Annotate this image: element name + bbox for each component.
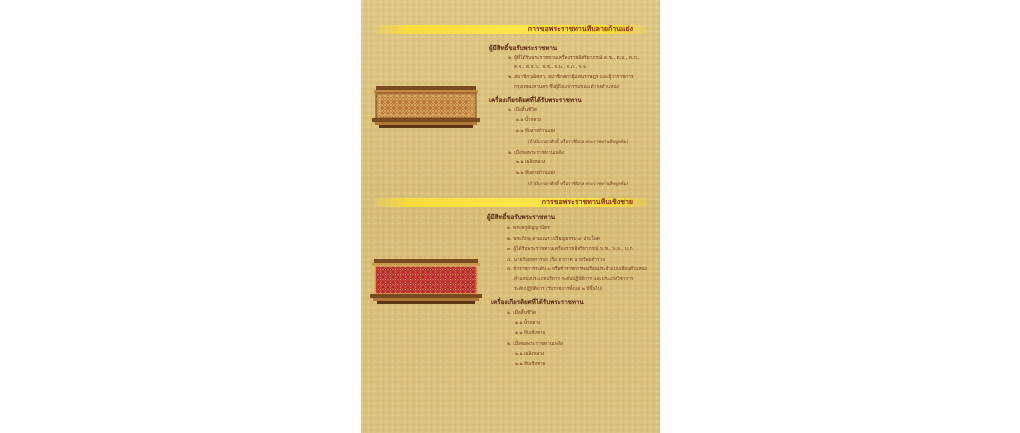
list-item: ๑. เมื่อสิ้นชีวิต [508, 108, 538, 113]
items-heading: เครื่องเกียรติยศที่ได้รับพระราชทาน [489, 97, 582, 104]
list-item: ๑. พระครูสัญญาบัตร [507, 226, 550, 231]
document-page [361, 0, 660, 433]
text-content [361, 0, 660, 433]
list-item: ระดับปฏิบัติการ (รับราชการตั้งแต่ ๒ ปีขึ้นไป) [514, 287, 603, 292]
list-item: ๑.๑ น้ำหลวง [515, 321, 541, 326]
list-item: ๒.๑ เพลิงหลวง [516, 160, 546, 165]
list-item: ๒. สมาชิกวุฒิสภา, สมาชิกสภาผู้แทนราษฎร และผู้ว่าราชการ [508, 75, 634, 80]
eligible-heading: ผู้มีสิทธิ์ขอรับพระราชทาน [487, 214, 556, 221]
eligible-heading: ผู้มีสิทธิ์ขอรับพระราชทาน [489, 45, 558, 52]
list-item: ๑. เมื่อสิ้นชีวิต [507, 311, 537, 316]
list-item: ๑. ผู้ที่ได้รับพระราชทานเครื่องราชอิสริยาภรณ์ ต.ช., ต.ม., ต.ภ., [508, 56, 640, 61]
list-item: ๑.๑ น้ำหลวง [516, 118, 542, 123]
list-item: ๒. เมื่อขอพระราชทานเพลิง [508, 151, 565, 156]
list-item: ๒. เมื่อขอพระราชทานเพลิง [507, 342, 564, 347]
section-title: การขอพระราชทานหีบเชิงชาย [541, 198, 633, 206]
items-heading: เครื่องเกียรติยศที่ได้รับพระราชทาน [491, 299, 584, 306]
list-item: ๕. ข้าราชการระดับ ๓ หรือข้าราชการพลเรือนประจำแบบเทียบตำแหน่ง [507, 267, 647, 272]
section-title: การขอพระราชทานหีบลายก้านแย่ง [527, 25, 633, 33]
list-item: ๒.๒ หีบเชิงชาย [515, 362, 546, 367]
list-item: ๒. พระภิกษุ สามเณร เปรียญธรรม ๙ ประโยค [507, 237, 601, 242]
list-item: ๓. ผู้ได้รับพระราชทานเครื่องราชอิสริยาภรณ์ บ.ช., บ.ม., บ.ภ. [507, 247, 635, 252]
list-item: ๑.๒ หีบลายก้านแย่ง [516, 129, 556, 134]
list-item-note: (ถ้ามีบรรดาศักดิ์ หรือราชินิกุล พระราชทานหีบทูลห้ม) [528, 182, 629, 187]
list-item: ๒.๑ เพลิงหลวง [515, 352, 545, 357]
list-item: ๒.๒ หีบลายก้านแย่ง [516, 171, 556, 176]
list-item: กรุงเทพมหานคร ซึ่งผู้ถึงแก่กรรมขณะดำรงตำแหน่ง [514, 85, 619, 90]
list-item: ตำแหน่งประเภทบริหาร ระดับปฏิบัติการ และประเภทวิชาการ [514, 277, 634, 282]
list-item: ๑.๒ หีบเชิงชาย [515, 331, 546, 336]
list-item: ๔. นายร้อยทหารบก เรือ อากาศ นายร้อยตำรวจ [507, 258, 606, 263]
list-item: ต.จ., ต.จ.ว., จ.ช., จ.ม., จ.ภ., จ.จ. [514, 65, 588, 70]
list-item-note: (ถ้ามีบรรดาศักดิ์ หรือราชินิกุล พระราชทานหีบทูลห้ม) [528, 140, 629, 145]
